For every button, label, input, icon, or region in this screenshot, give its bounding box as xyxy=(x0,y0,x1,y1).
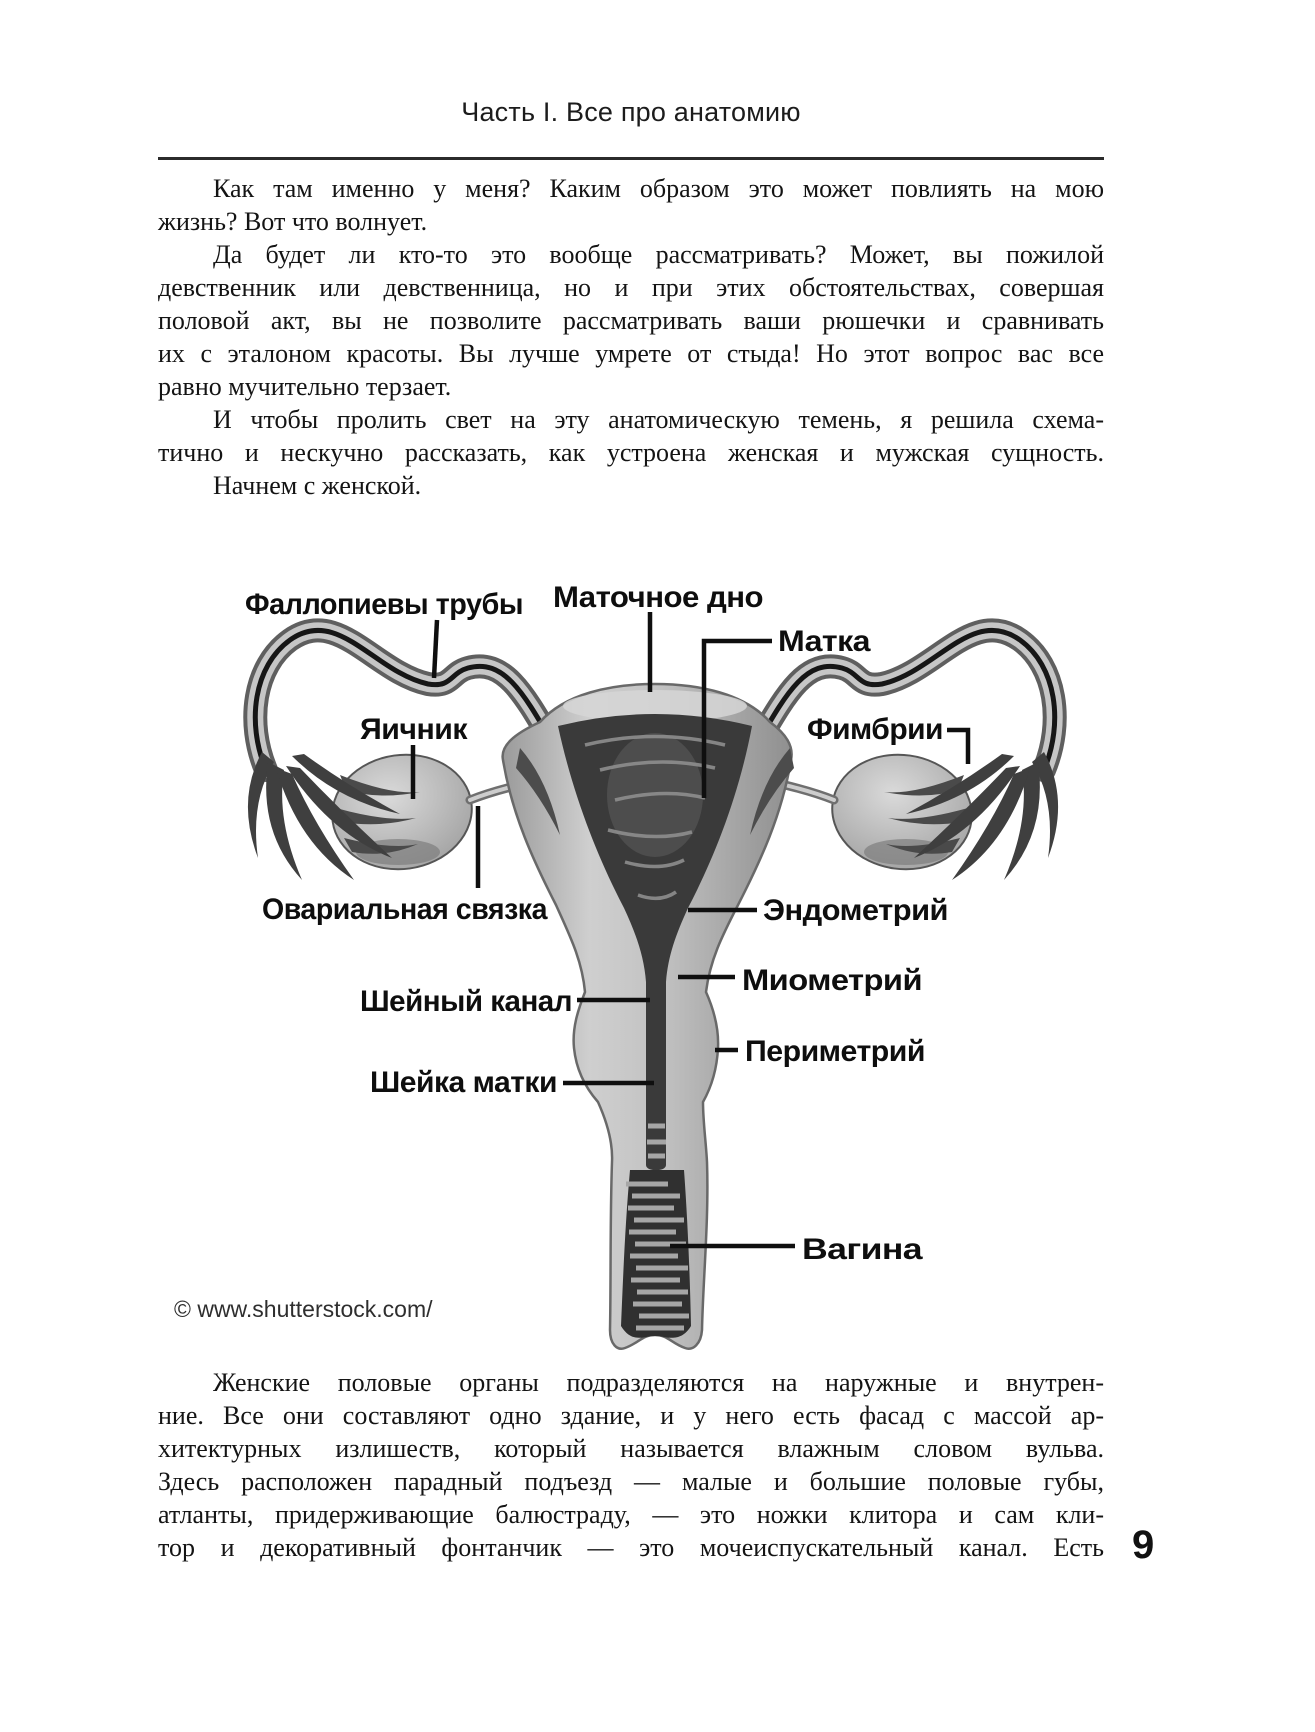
leader-fallopian-tubes xyxy=(434,620,437,678)
top-text-block xyxy=(158,172,1104,502)
ovary-left xyxy=(325,746,480,878)
text-line: Женские половые органы подразделяются на наружные и внутрен- xyxy=(213,1368,1104,1397)
text-line: половой акт, вы не позволите рассматривать ваши рюшечки и сравнивать xyxy=(158,306,1104,335)
text-line: Да будет ли кто-то это вообще рассматривать? Может, вы пожилой xyxy=(213,240,1104,269)
image-credit: © www.shutterstock.com/ xyxy=(174,1296,433,1322)
bottom-text-block xyxy=(158,1366,1104,1564)
vagina-interior xyxy=(621,1170,691,1338)
text-line: девственник или девственница, но и при этих обстоятельствах, совершая xyxy=(158,273,1104,302)
page-number: 9 xyxy=(1132,1523,1155,1567)
text-line: их с эталоном красоты. Вы лучше умрете от стыда! Но этот вопрос вас все xyxy=(158,339,1104,368)
label-ovarian-ligament: Овариальная связка xyxy=(262,893,548,926)
label-perimetrium: Периметрий xyxy=(745,1035,925,1068)
text-line: Как там именно у меня? Каким образом это может повлиять на мою xyxy=(213,174,1104,203)
label-ovary: Яичник xyxy=(360,713,469,746)
anatomy-diagram xyxy=(150,515,1120,1365)
page-header: Часть I. Все про анатомию xyxy=(461,97,801,127)
text-line: жизнь? Вот что волнует. xyxy=(158,207,428,236)
label-fallopian-tubes: Фаллопиевы трубы xyxy=(245,588,523,621)
text-line: Начнем с женской. xyxy=(213,471,422,500)
label-cervix: Шейка матки xyxy=(370,1066,557,1099)
label-fundus: Маточное дно xyxy=(553,581,764,614)
text-line: тично и нескучно рассказать, как устроена женская и мужская сущность. xyxy=(158,438,1104,467)
label-fimbriae: Фимбрии xyxy=(807,713,943,746)
text-line: ние. Все они составляют одно здание, и у него есть фасад с массой ар- xyxy=(158,1401,1104,1430)
text-line: Здесь расположен парадный подъезд — малые и большие половые губы, xyxy=(158,1467,1104,1496)
label-endometrium: Эндометрий xyxy=(763,894,948,927)
text-line: атланты, придерживающие балюстраду, — это ножки клитора и сам кли- xyxy=(158,1500,1104,1529)
label-cervical-canal: Шейный канал xyxy=(360,985,572,1018)
header-rule xyxy=(158,157,1104,160)
text-line: тор и декоративный фонтанчик — это мочеиспускательный канал. Есть xyxy=(158,1533,1104,1562)
label-vagina: Вагина xyxy=(802,1233,923,1266)
leader-fimbriae xyxy=(947,730,968,764)
ovary-right xyxy=(825,746,980,878)
text-line: И чтобы пролить свет на эту анатомическую темень, я решила схема- xyxy=(213,405,1104,434)
label-uterus: Матка xyxy=(778,625,871,658)
label-myometrium: Миометрий xyxy=(742,964,922,997)
text-line: равно мучительно терзает. xyxy=(158,372,452,401)
text-line: хитектурных излишеств, который называется влажным словом вульва. xyxy=(158,1434,1104,1463)
